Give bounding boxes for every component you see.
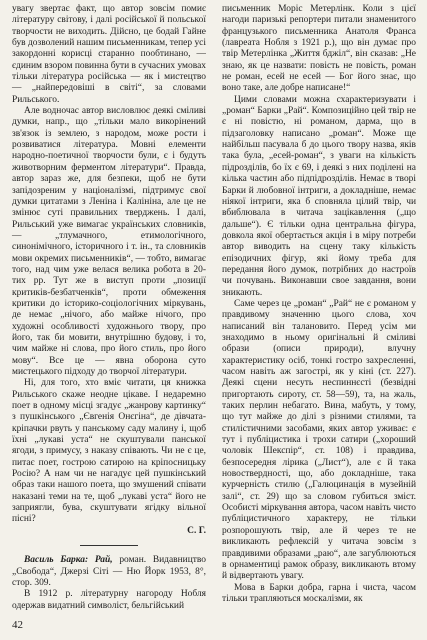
author-signature: С. Г. (187, 525, 206, 536)
paragraph: Але водночас автор висловлює деякі сміливі думки, напр., що „тільки мало викорінений зв'язок із землею, з народом, може рости і розвиватися література. Мовні елементи народно-поетичної творчости були, є і будуть животворним ферментом літератури“. Правда, автор зараз же, для безпеки, щоб не бути запідозреним у націоналізмі, підтримує свої думки цитатами з Леніна і Калініна, але це не змінює суті правильних тверджень. І далі, Рильський уже вимагає українських словників, — „тлумачного, етимологічного, синонімічного, історичного і т. ін., та словників мови окремих письменників“, — тобто, вимагає того, над чим уже велася велика робота в 20-тих рр. Тут же в виступ проти „позиції критиків-безбатченків“, проти обмеження критики до історико-соціологічних міркувань, де немає „нічого, або майже нічого, про художні особливості художнього твору, про його, так би мовити, внутрішню будову, і то, чим майже ні слова, про його стиль, про його мову“. Все це — явна оборона суто мистецького підходу до творчої літератури. (12, 106, 206, 377)
paragraph: Ні, для того, хто вміє читати, ця книжка Рильського скаже неодне цікаве. І недаремно поет в одному місці згадує „жанрову картинку“ з пушкінського „Євгенія Онєгіна“, де дівчата-кріпачки рвуть у панському саду малину і, щоб їхні „лукаві уста“ не скуштували панської ягоди, з примусу, з наказу співають. Чи не є це, питає поет, гострою сатирою на кріпосницьку Росію? А нам чи не нагадує цей пушкінський образ таки нашого поета, що змушений співати наказані теми на те, щоб „лукаві уста“ його не заприягли, бува, скуштувати ягідку вільної пісні? (12, 378, 206, 525)
right-column (222, 4, 416, 605)
section-divider (80, 545, 138, 546)
paragraph: Мова в Барки добра, гарна і чиста, часом тільки трапляються москалізми, як (222, 582, 416, 604)
review-title: Василь Барка: Рай, (24, 555, 113, 566)
review-heading (12, 555, 206, 589)
review-publication-details: роман. Видавництво „Свобода“, Джерзі Сіті — Ню Йорк 1953, 8°, стор. 309. (12, 555, 206, 588)
paragraph: Саме через це „роман“ „Рай“ не є романом у правдивому значенню цього слова, хоч написаний він талановито. Перед усім ми знаходимо в ньому оригінальні й сміливі образи (описи природи), влучну характеристику осіб, тонкі гостро захресленні, часом навіть аж загострі, як у кіні (ст. 227). Деякі сцени несуть неспиннєсті (безвідні пригортають сироту, ст. 58—59), та, на жаль, таких перлин небагато. Вина, мабуть, у тому, що тут майже до ділі з різними стилями, та стилістичними засобами, яких автор уживає: є тут і публіцистика і трохи сатири („хороший чоловік Шекспір“, ст. 108) і правдива, безпосередня лірика („Лист“), але є й така новоствердності, що, або докладніше, така курчерність стилю („Галюцинація в музейній залі“, ст. 29) що за словом губиться зміст. Особисті міркування автора, часом навіть чисто публіцистичного характеру, не тільки розпорошують твір, але й через те не викликають рефлексій у читача зовсім з правдивими образами „раю“, але загублюються в орнаментиці рамок образу, викликають втому й відвертають увагу. (222, 298, 416, 582)
paragraph: Цими словами можна схарактеризувати і „роман“ Барки „Рай“. Композиційно цей твір не є ні повістю, ні романом, дарма, що в підзаголовку написано „роман“. Може ще найбільш пасувала б до цього твору назва, яків така була, „есей-роман“, з уваги на кількість підрозділів, бо їх є 69, і деякі з них поділені на кілька частин або підпідрозділів. Немає в творі Барки й любовної інтриги, а докладніше, немає ніякої інтриги, яка б сповняла цілий твір, чи вбиблювала в читача зацікавлення („що дальше“). Є тільки одна центральна фігура, довкола якої обертається акція і в міру потреби автор виводить на сцену таку кількість епізодичних фігур, які йому треба для передання його думок, потрібних до настроїв чи почувань. Виконавши свое завдання, вони зникають. (222, 94, 416, 298)
paragraph: письменник Моріс Метерлінк. Коли з цієї нагоди паризькі репортери питали знаменитого французького письменника Анатоля Франса (лавреата Нобля з 1921 р.), що він думає про твір Метерлінка „Життя бджіл“, він сказав: „Не знаю, як це назвати: повість не повість, роман не роман, есей не есей — Бог його знає, що воно таке, але добре написане!“ (222, 4, 416, 94)
page-number: 42 (12, 619, 23, 631)
paragraph: увагу звертає факт, що автор зовсім помиє літературу світову, і далі російської й польської творчости не виходить. Дійсно, це бодай Гайне був дозволений нашим письменникам, тепер усі закордонні корисці старанно пообтинано, — єдиним взором повинна бути в сучасних умовах тільки література російська — як і мистецтво — „найпередовіші в світі“, за словами Рильського. (12, 4, 206, 105)
paragraph: В 1912 р. літературну нагороду Нобля одержав видатний символіст, бельгійський (12, 589, 206, 611)
left-column (12, 4, 206, 612)
